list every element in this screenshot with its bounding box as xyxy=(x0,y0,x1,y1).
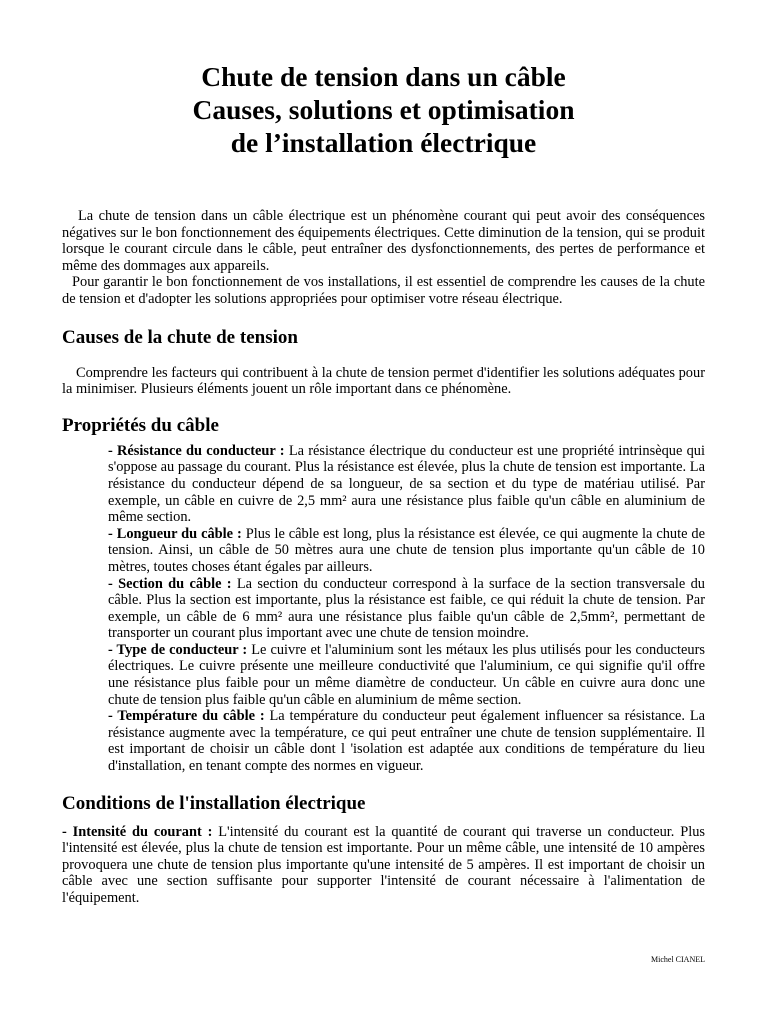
causes-heading: Causes de la chute de tension xyxy=(62,326,298,348)
condition-label: - Intensité du courant : xyxy=(62,823,213,840)
property-item-conductor-type xyxy=(108,642,705,708)
title-line-1: Chute de tension dans un câble xyxy=(201,61,566,92)
footer-author: Michel CIANEL xyxy=(651,955,705,964)
property-text: La résistance électrique du conducteur est une propriété intrinsèque qui s'oppose au passage du courant. Plus la résistance est élevée, plus la chute de tension est importante. La résistance du conducteur dépend de sa longueur, de sa section et du type de matériau utilisé. Par exemple, un câble en cuivre de 2,5 mm² aura une résistance plus faible qu'un câble en aluminium de même section. xyxy=(108,442,705,526)
cable-properties-list xyxy=(108,443,705,775)
intro-paragraph-1: La chute de tension dans un câble électrique est un phénomène courant qui peut avoir des conséquences négatives sur le bon fonctionnement des équipements électriques. Cette diminution de la tension, qui se produit lorsque le courant circule dans le câble, peut entraîner des dysfonctionnements, des pertes de performance et même des dommages aux appareils. xyxy=(62,208,705,274)
property-label: - Résistance du conducteur : xyxy=(108,442,285,459)
current-intensity-paragraph xyxy=(62,824,705,907)
condition-text: L'intensité du courant est la quantité de courant qui traverse un conducteur. Plus l'intensité est élevée, plus la chute de tension est importante. Pour un même câble, une intensité de 10 ampères provoquera une chute de tension plus importante qu'une intensité de 5 ampères. Il est important de choisir un câble avec une section suffisante pour supporter l'intensité de courant nécessaire à l'alimentation de l'équipement. xyxy=(62,823,705,906)
property-text: La température du conducteur peut également influencer sa résistance. La résistance augmente avec la température, ce qui peut entraîner une chute de tension supplémentaire. Il est important de choisir un câble dont l 'isolation est adaptée aux conditions de température du lieu d'installation, en tenant compte des normes en vigueur. xyxy=(108,708,705,775)
title-line-3: de l’installation électrique xyxy=(230,127,537,158)
document-title xyxy=(62,60,705,159)
intro-section xyxy=(62,208,705,308)
property-item-length xyxy=(108,526,705,576)
property-label: - Température du câble : xyxy=(108,708,265,725)
property-text: La section du conducteur correspond à la surface de la section transversale du câble. Plus la section est importante, plus la résistance est faible, ce qui réduit la chute de tension. Par exemple, un câble de 6 mm² aura une résistance plus faible qu'un câble de 2,5mm², permettant de transporter un courant plus important avec une chute de tension moindre. xyxy=(108,575,705,642)
page-content xyxy=(62,0,705,907)
property-label: - Longueur du câble : xyxy=(108,525,242,542)
property-label: - Type de conducteur : xyxy=(108,641,248,658)
intro-paragraph-2: Pour garantir le bon fonctionnement de vos installations, il est essentiel de comprendre les causes de la chute de tension et d'adopter les solutions appropriées pour optimiser votre réseau électrique. xyxy=(62,274,705,307)
property-item-section xyxy=(108,576,705,642)
property-text: Plus le câble est long, plus la résistance est élevée, ce qui augmente la chute de tension. Ainsi, un câble de 50 mètres aura une chute de tension plus importante qu'un câble de 10 mètres, toutes choses étant égales par ailleurs. xyxy=(108,525,706,575)
property-item-resistance xyxy=(108,443,705,526)
title-line-2: Causes, solutions et optimisation xyxy=(192,94,575,125)
property-item-temperature xyxy=(108,708,705,774)
property-text: Le cuivre et l'aluminium sont les métaux les plus utilisés pour les conducteurs électriques. Le cuivre présente une meilleure conductivité que l'aluminium, ce qui signifie qu'il offre une résistance plus faible pour un même diamètre de conducteur. Un câble en cuivre aura donc une chute de tension plus faible qu'un câble en aluminium de même section. xyxy=(108,641,705,708)
property-label: - Section du câble : xyxy=(108,575,232,592)
installation-conditions-heading: Conditions de l'installation électrique xyxy=(62,792,366,814)
cable-properties-heading: Propriétés du câble xyxy=(62,414,219,436)
causes-paragraph: Comprendre les facteurs qui contribuent à la chute de tension permet d'identifier les solutions adéquates pour la minimiser. Plusieurs éléments jouent un rôle important dans ce phénomène. xyxy=(62,364,705,398)
